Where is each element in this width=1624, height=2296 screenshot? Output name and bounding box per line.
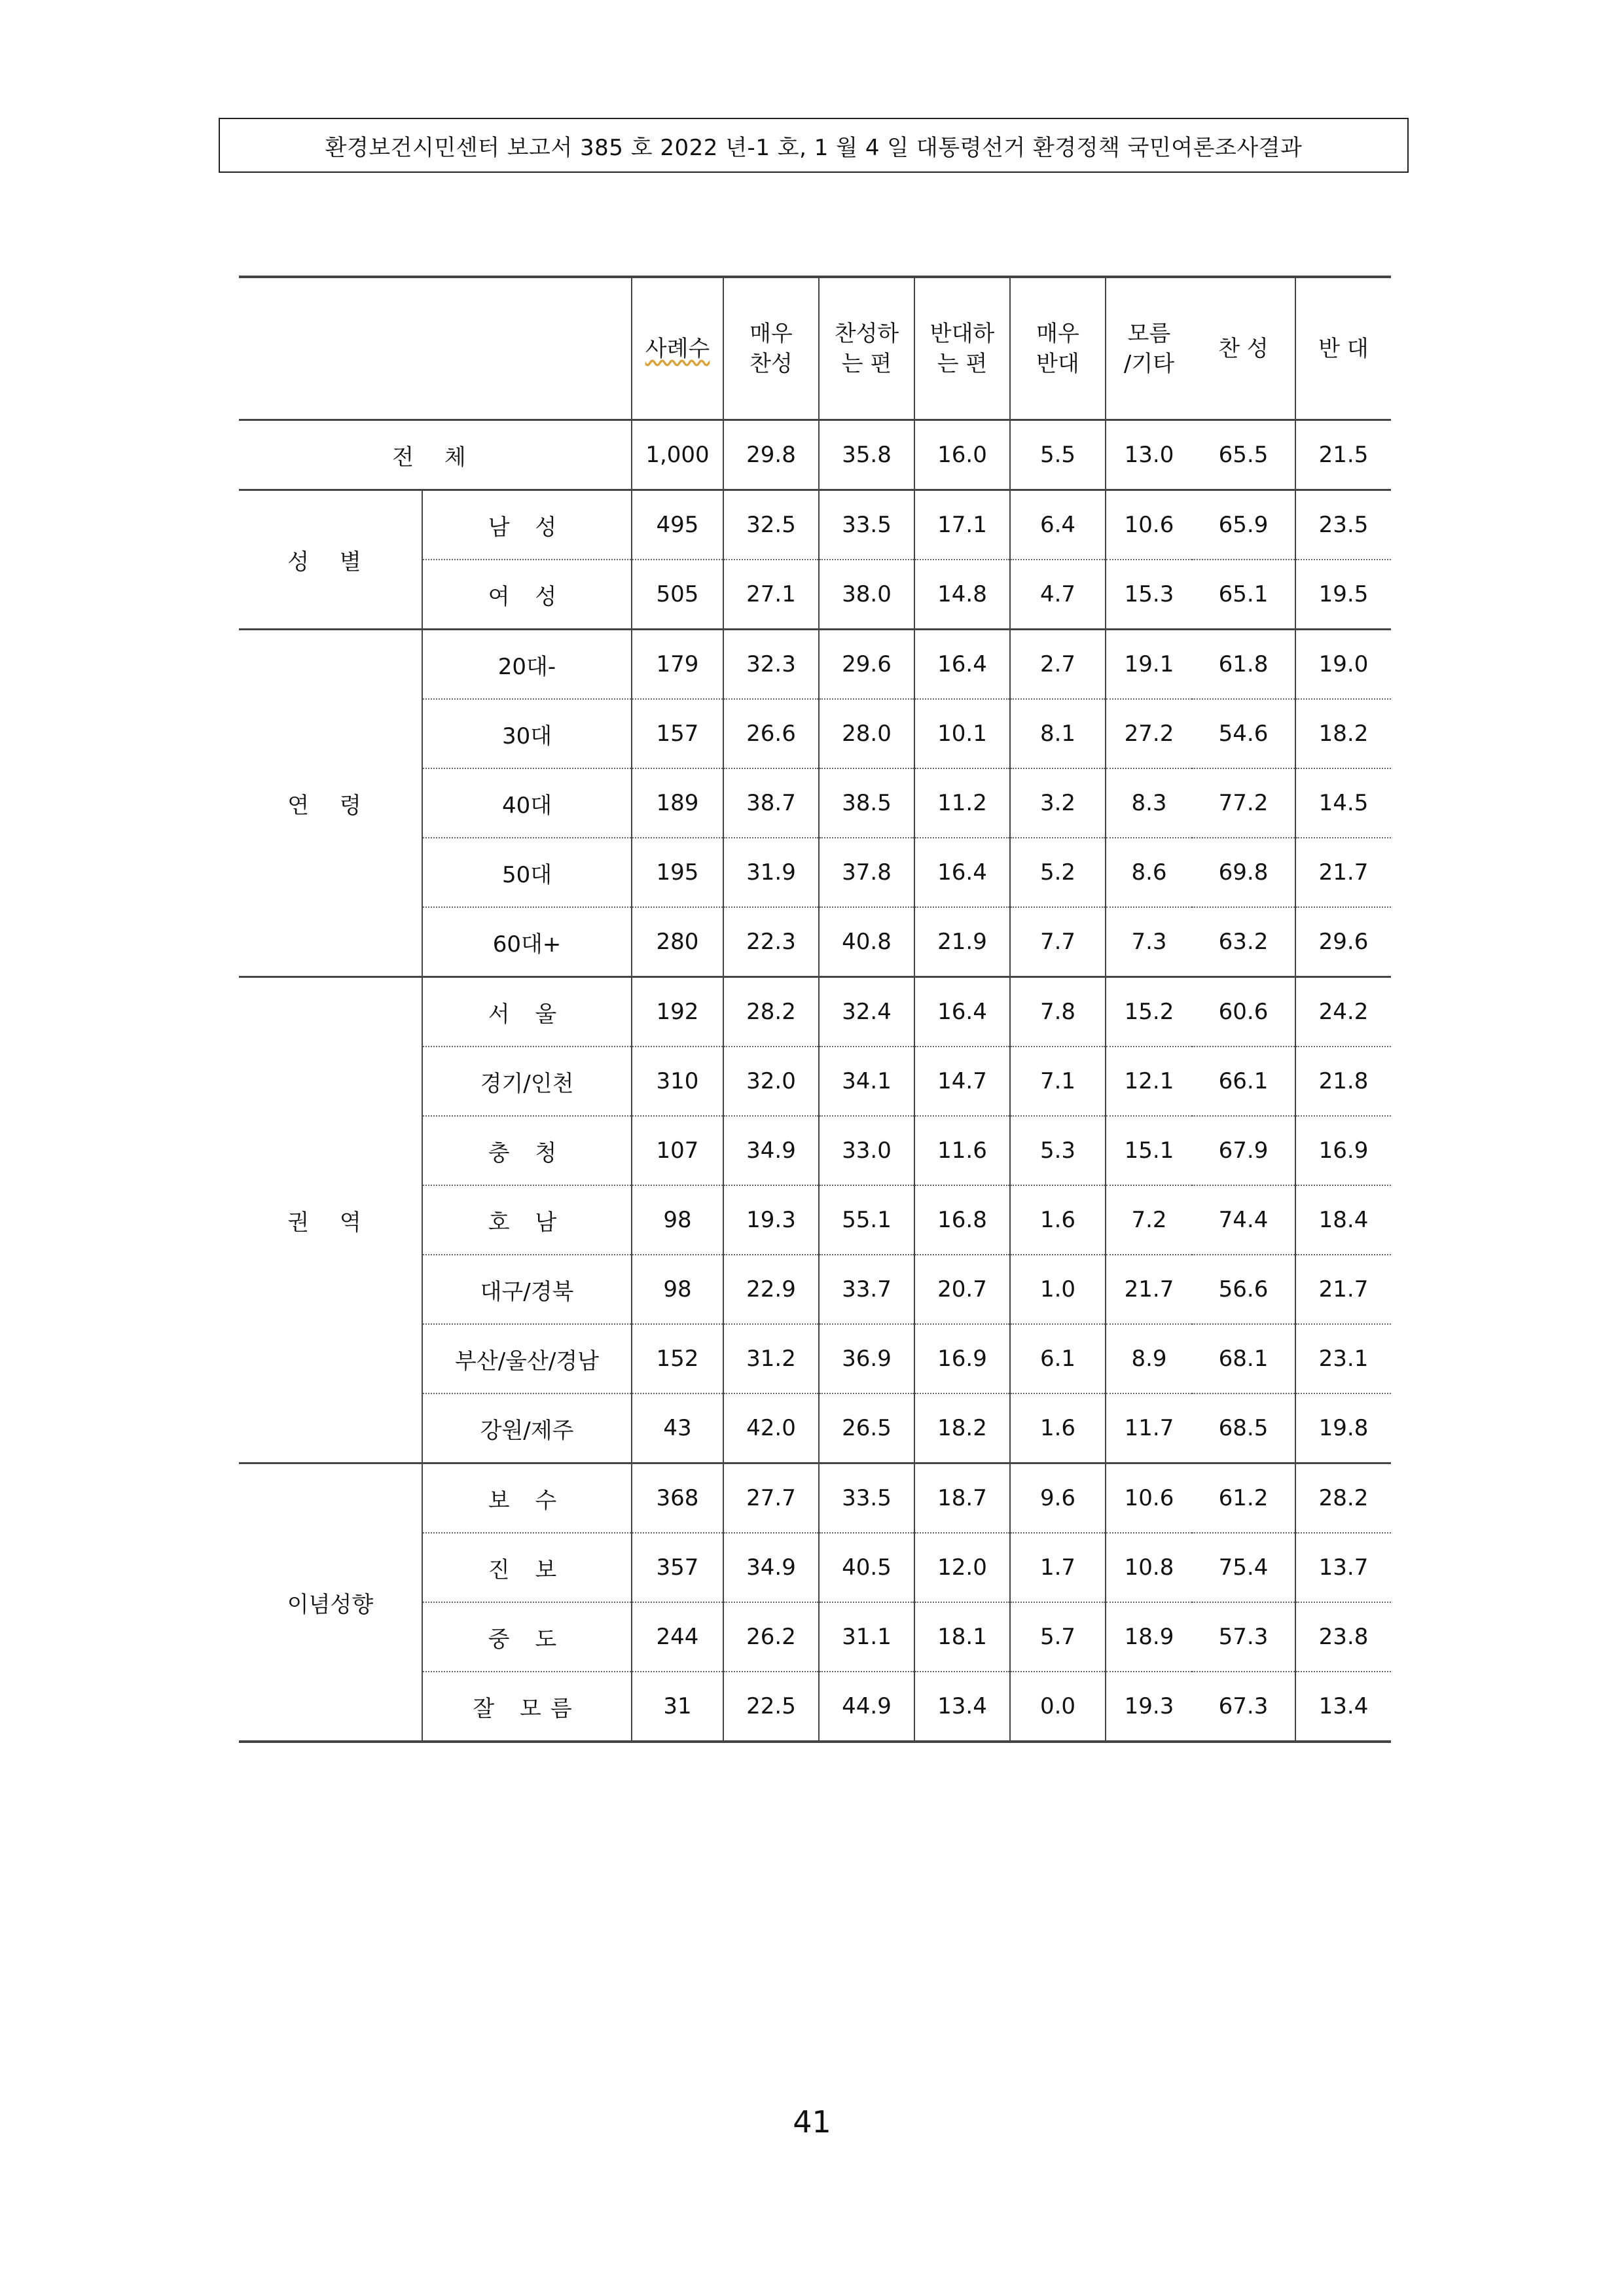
cell-agree-total: 65.9 — [1192, 490, 1295, 560]
cell-n: 43 — [632, 1393, 723, 1463]
cell-disagree: 18.2 — [914, 1393, 1010, 1463]
row-label — [422, 1116, 632, 1185]
cell-strong-disagree: 7.1 — [1010, 1047, 1106, 1116]
row-label-text: 대구/경북 — [480, 1278, 574, 1305]
header-n-label: 사례수 — [645, 335, 710, 362]
cell-disagree-total: 16.9 — [1318, 1138, 1369, 1164]
cell-disagree-total: 29.6 — [1318, 929, 1369, 955]
cell-agree-total: 56.6 — [1192, 1255, 1295, 1324]
cell-strong-disagree: 7.7 — [1010, 907, 1106, 977]
row-label-text: 여 성 — [488, 583, 566, 610]
cell-disagree: 16.4 — [914, 838, 1010, 907]
header-dont-know — [1106, 277, 1192, 420]
cell-dont-know: 19.3 — [1124, 1693, 1174, 1719]
report-title: 환경보건시민센터 보고서 385 호 2022 년-1 호, 1 월 4 일 대통령선거 환경정책 국민여론조사결과 — [325, 134, 1303, 161]
row-label-text: 20대- — [497, 653, 556, 680]
cell-agree-total: 67.3 — [1192, 1672, 1295, 1742]
cell-disagree: 11.6 — [914, 1116, 1010, 1185]
table-row — [239, 1463, 1391, 1534]
cell-disagree: 12.0 — [914, 1533, 1010, 1602]
row-label — [422, 1463, 632, 1534]
cell-strong-disagree: 4.7 — [1010, 560, 1106, 630]
cell-disagree: 16.4 — [914, 977, 1010, 1047]
cell-agree: 33.0 — [819, 1116, 914, 1185]
cell-disagree-total: 21.7 — [1318, 1276, 1369, 1302]
cell-strong-agree: 32.3 — [723, 630, 819, 700]
cell-n: 1,000 — [632, 420, 723, 490]
cell-disagree-total: 23.8 — [1318, 1624, 1369, 1650]
group-label: 연 령 — [287, 792, 373, 819]
cell-n: 189 — [632, 768, 723, 838]
row-label-text: 경기/인천 — [480, 1070, 574, 1097]
cell-disagree-total: 19.0 — [1318, 651, 1369, 677]
header-blank-cell — [239, 277, 632, 420]
cell-n: 107 — [632, 1116, 723, 1185]
cell-agree-total: 68.1 — [1192, 1324, 1295, 1393]
cell-disagree: 21.9 — [914, 907, 1010, 977]
row-label — [422, 1672, 632, 1742]
header-disagree — [914, 277, 1010, 420]
cell-strong-agree: 31.9 — [723, 838, 819, 907]
cell-n: 280 — [632, 907, 723, 977]
cell-strong-agree: 42.0 — [723, 1393, 819, 1463]
table-header-row — [239, 277, 1391, 420]
header-disagree-total-label: 반 대 — [1318, 335, 1369, 362]
cell-disagree: 16.4 — [914, 630, 1010, 700]
table-row-total — [239, 420, 1391, 490]
cell-disagree: 16.0 — [914, 420, 1010, 490]
cell-agree-total: 61.2 — [1192, 1463, 1295, 1534]
cell-strong-agree: 32.0 — [723, 1047, 819, 1116]
cell-strong-agree: 27.7 — [723, 1463, 819, 1534]
header-strong-agree — [723, 277, 819, 420]
cell-strong-agree: 38.7 — [723, 768, 819, 838]
cell-disagree-total: 19.5 — [1318, 581, 1369, 607]
cell-agree: 40.8 — [819, 907, 914, 977]
cell-strong-agree: 22.5 — [723, 1672, 819, 1742]
cell-agree-total: 67.9 — [1192, 1116, 1295, 1185]
row-label — [422, 1324, 632, 1393]
row-label-text: 진 보 — [488, 1556, 566, 1583]
cell-agree-total: 77.2 — [1192, 768, 1295, 838]
cell-agree-total: 74.4 — [1192, 1185, 1295, 1255]
cell-dont-know: 8.3 — [1131, 790, 1167, 816]
header-disagree-line2: 는 편 — [937, 350, 988, 377]
row-label — [422, 838, 632, 907]
cell-dont-know: 10.6 — [1124, 1485, 1174, 1511]
row-label — [422, 1255, 632, 1324]
cell-strong-agree: 32.5 — [723, 490, 819, 560]
cell-agree: 34.1 — [819, 1047, 914, 1116]
header-strong-agree-line1: 매우 — [749, 320, 793, 347]
header-strong-disagree-line1: 매우 — [1036, 320, 1079, 347]
group-label: 이념성향 — [287, 1591, 374, 1618]
cell-dont-know: 15.3 — [1124, 581, 1174, 607]
cell-agree: 33.5 — [819, 1463, 914, 1534]
cell-strong-agree: 31.2 — [723, 1324, 819, 1393]
row-label — [422, 977, 632, 1047]
cell-agree-total: 61.8 — [1192, 630, 1295, 700]
cell-disagree-total: 24.2 — [1318, 999, 1369, 1025]
cell-disagree: 17.1 — [914, 490, 1010, 560]
cell-agree: 31.1 — [819, 1602, 914, 1672]
cell-agree-total: 68.5 — [1192, 1393, 1295, 1463]
cell-strong-disagree: 0.0 — [1010, 1672, 1106, 1742]
cell-n: 495 — [632, 490, 723, 560]
cell-strong-disagree: 5.7 — [1010, 1602, 1106, 1672]
cell-disagree: 14.8 — [914, 560, 1010, 630]
row-label — [422, 907, 632, 977]
cell-disagree-total: 19.8 — [1318, 1415, 1369, 1441]
cell-strong-disagree: 1.6 — [1010, 1185, 1106, 1255]
cell-dont-know: 13.0 — [1124, 442, 1174, 468]
cell-agree: 38.5 — [819, 768, 914, 838]
row-label-text: 강원/제주 — [480, 1417, 574, 1444]
row-label — [422, 630, 632, 700]
table-row — [239, 977, 1391, 1047]
cell-agree: 55.1 — [819, 1185, 914, 1255]
table-row — [239, 490, 1391, 560]
cell-n: 368 — [632, 1463, 723, 1534]
cell-strong-disagree: 6.1 — [1010, 1324, 1106, 1393]
cell-dont-know: 10.6 — [1124, 512, 1174, 538]
row-label-text: 50대 — [501, 861, 552, 888]
cell-agree: 33.7 — [819, 1255, 914, 1324]
group-label-cell — [239, 630, 422, 977]
cell-strong-agree: 34.9 — [723, 1533, 819, 1602]
header-agree-total-label: 찬 성 — [1218, 335, 1269, 362]
cell-disagree-total: 23.5 — [1318, 512, 1369, 538]
header-agree-line1: 찬성하 — [834, 320, 899, 347]
cell-agree: 32.4 — [819, 977, 914, 1047]
cell-agree: 28.0 — [819, 699, 914, 768]
row-label-text: 40대 — [501, 792, 552, 819]
row-label-text: 남 성 — [488, 514, 566, 541]
cell-strong-disagree: 1.0 — [1010, 1255, 1106, 1324]
table-body — [239, 277, 1391, 1742]
cell-agree-total: 75.4 — [1192, 1533, 1295, 1602]
header-agree-total — [1192, 277, 1295, 420]
row-label-text: 중 도 — [488, 1626, 566, 1653]
cell-disagree-total: 13.4 — [1318, 1693, 1369, 1719]
cell-dont-know: 7.2 — [1131, 1207, 1167, 1233]
cell-agree: 26.5 — [819, 1393, 914, 1463]
cell-dont-know: 7.3 — [1131, 929, 1167, 955]
cell-strong-disagree: 5.5 — [1010, 420, 1106, 490]
row-label-text: 잘 모름 — [473, 1695, 581, 1722]
header-dont-know-line1: 모름 — [1127, 320, 1171, 347]
row-label-text: 부산/울산/경남 — [455, 1348, 599, 1374]
cell-strong-disagree: 7.8 — [1010, 977, 1106, 1047]
row-label — [422, 1185, 632, 1255]
cell-disagree-total: 18.4 — [1318, 1207, 1369, 1233]
group-label-cell — [239, 1463, 422, 1742]
cell-agree: 35.8 — [819, 420, 914, 490]
cell-disagree: 16.8 — [914, 1185, 1010, 1255]
cell-agree-total: 69.8 — [1192, 838, 1295, 907]
cell-strong-agree: 19.3 — [723, 1185, 819, 1255]
row-label-text: 30대 — [501, 723, 552, 749]
table-row — [239, 630, 1391, 700]
row-label — [422, 560, 632, 630]
cell-dont-know: 21.7 — [1124, 1276, 1174, 1302]
row-label — [422, 1602, 632, 1672]
cell-agree-total: 57.3 — [1192, 1602, 1295, 1672]
header-strong-disagree-line2: 반대 — [1036, 350, 1079, 377]
cell-strong-disagree: 5.3 — [1010, 1116, 1106, 1185]
cell-disagree-total: 18.2 — [1318, 721, 1369, 747]
row-label-text: 충 청 — [488, 1139, 566, 1166]
row-label — [422, 1533, 632, 1602]
cell-dont-know: 11.7 — [1124, 1415, 1174, 1441]
row-label-text: 호 남 — [488, 1209, 566, 1236]
cell-agree-total: 63.2 — [1192, 907, 1295, 977]
cell-strong-disagree: 8.1 — [1010, 699, 1106, 768]
group-label-cell — [239, 490, 422, 630]
cell-agree-total: 65.1 — [1192, 560, 1295, 630]
cell-strong-agree: 27.1 — [723, 560, 819, 630]
header-disagree-line1: 반대하 — [929, 320, 995, 347]
cell-agree-total: 60.6 — [1192, 977, 1295, 1047]
header-strong-agree-line2: 찬성 — [749, 350, 793, 377]
cell-strong-agree: 26.2 — [723, 1602, 819, 1672]
cell-agree: 44.9 — [819, 1672, 914, 1742]
row-label-text: 60대+ — [492, 931, 562, 958]
header-disagree-total — [1295, 277, 1391, 420]
cell-strong-disagree: 1.6 — [1010, 1393, 1106, 1463]
cell-agree-total: 65.5 — [1192, 420, 1295, 490]
cell-dont-know: 15.1 — [1124, 1138, 1174, 1164]
row-label — [422, 490, 632, 560]
row-label — [422, 768, 632, 838]
cell-n: 152 — [632, 1324, 723, 1393]
row-label-text: 보 수 — [488, 1487, 566, 1514]
cell-agree: 36.9 — [819, 1324, 914, 1393]
cell-n: 310 — [632, 1047, 723, 1116]
cell-n: 192 — [632, 977, 723, 1047]
row-label-total-text: 전 체 — [392, 444, 478, 471]
cell-dont-know: 12.1 — [1124, 1068, 1174, 1094]
cell-n: 179 — [632, 630, 723, 700]
group-label: 성 별 — [287, 548, 373, 575]
cell-dont-know: 18.9 — [1124, 1624, 1174, 1650]
cell-n: 31 — [632, 1672, 723, 1742]
cell-disagree: 14.7 — [914, 1047, 1010, 1116]
row-label — [422, 1047, 632, 1116]
cell-n: 157 — [632, 699, 723, 768]
cell-strong-disagree: 2.7 — [1010, 630, 1106, 700]
cell-disagree: 13.4 — [914, 1672, 1010, 1742]
row-label-total — [239, 420, 632, 490]
cell-n: 98 — [632, 1185, 723, 1255]
cell-disagree-total: 13.7 — [1318, 1554, 1369, 1581]
cell-agree: 37.8 — [819, 838, 914, 907]
header-dont-know-line2: /기타 — [1123, 350, 1175, 377]
cell-strong-disagree: 5.2 — [1010, 838, 1106, 907]
cell-disagree-total: 21.7 — [1318, 859, 1369, 886]
cell-disagree-total: 28.2 — [1318, 1485, 1369, 1511]
group-label: 권 역 — [287, 1209, 373, 1236]
cell-disagree-total: 23.1 — [1318, 1346, 1369, 1372]
report-header — [219, 118, 1409, 173]
cell-strong-agree: 26.6 — [723, 699, 819, 768]
header-n — [632, 277, 723, 420]
row-label — [422, 1393, 632, 1463]
cell-dont-know: 15.2 — [1124, 999, 1174, 1025]
cell-agree: 40.5 — [819, 1533, 914, 1602]
cell-strong-agree: 34.9 — [723, 1116, 819, 1185]
cell-agree: 38.0 — [819, 560, 914, 630]
cell-disagree: 11.2 — [914, 768, 1010, 838]
cell-agree-total: 66.1 — [1192, 1047, 1295, 1116]
cell-disagree-total: 21.8 — [1318, 1068, 1369, 1094]
cell-strong-disagree: 1.7 — [1010, 1533, 1106, 1602]
cell-disagree: 16.9 — [914, 1324, 1010, 1393]
cell-dont-know: 8.6 — [1131, 859, 1167, 886]
page-number: 41 — [793, 2104, 831, 2140]
cell-disagree-total: 14.5 — [1318, 790, 1369, 816]
cell-n: 98 — [632, 1255, 723, 1324]
header-agree-line2: 는 편 — [841, 350, 892, 377]
cell-strong-disagree: 9.6 — [1010, 1463, 1106, 1534]
cell-strong-agree: 28.2 — [723, 977, 819, 1047]
cell-strong-agree: 29.8 — [723, 420, 819, 490]
cell-disagree-total: 21.5 — [1318, 442, 1369, 468]
cell-agree: 33.5 — [819, 490, 914, 560]
cell-agree: 29.6 — [819, 630, 914, 700]
cell-strong-disagree: 3.2 — [1010, 768, 1106, 838]
cell-dont-know: 19.1 — [1124, 651, 1174, 677]
survey-results-table — [239, 276, 1391, 1743]
cell-strong-agree: 22.3 — [723, 907, 819, 977]
cell-n: 244 — [632, 1602, 723, 1672]
group-label-cell — [239, 977, 422, 1463]
header-strong-disagree — [1010, 277, 1106, 420]
cell-n: 505 — [632, 560, 723, 630]
cell-strong-disagree: 6.4 — [1010, 490, 1106, 560]
cell-n: 357 — [632, 1533, 723, 1602]
cell-n: 195 — [632, 838, 723, 907]
cell-dont-know: 8.9 — [1131, 1346, 1167, 1372]
cell-agree-total: 54.6 — [1192, 699, 1295, 768]
cell-dont-know: 10.8 — [1124, 1554, 1174, 1581]
cell-disagree: 20.7 — [914, 1255, 1010, 1324]
row-label-text: 서 울 — [488, 1001, 566, 1028]
cell-disagree: 18.7 — [914, 1463, 1010, 1534]
cell-strong-agree: 22.9 — [723, 1255, 819, 1324]
cell-disagree: 18.1 — [914, 1602, 1010, 1672]
header-agree — [819, 277, 914, 420]
cell-disagree: 10.1 — [914, 699, 1010, 768]
cell-dont-know: 27.2 — [1124, 721, 1174, 747]
row-label — [422, 699, 632, 768]
